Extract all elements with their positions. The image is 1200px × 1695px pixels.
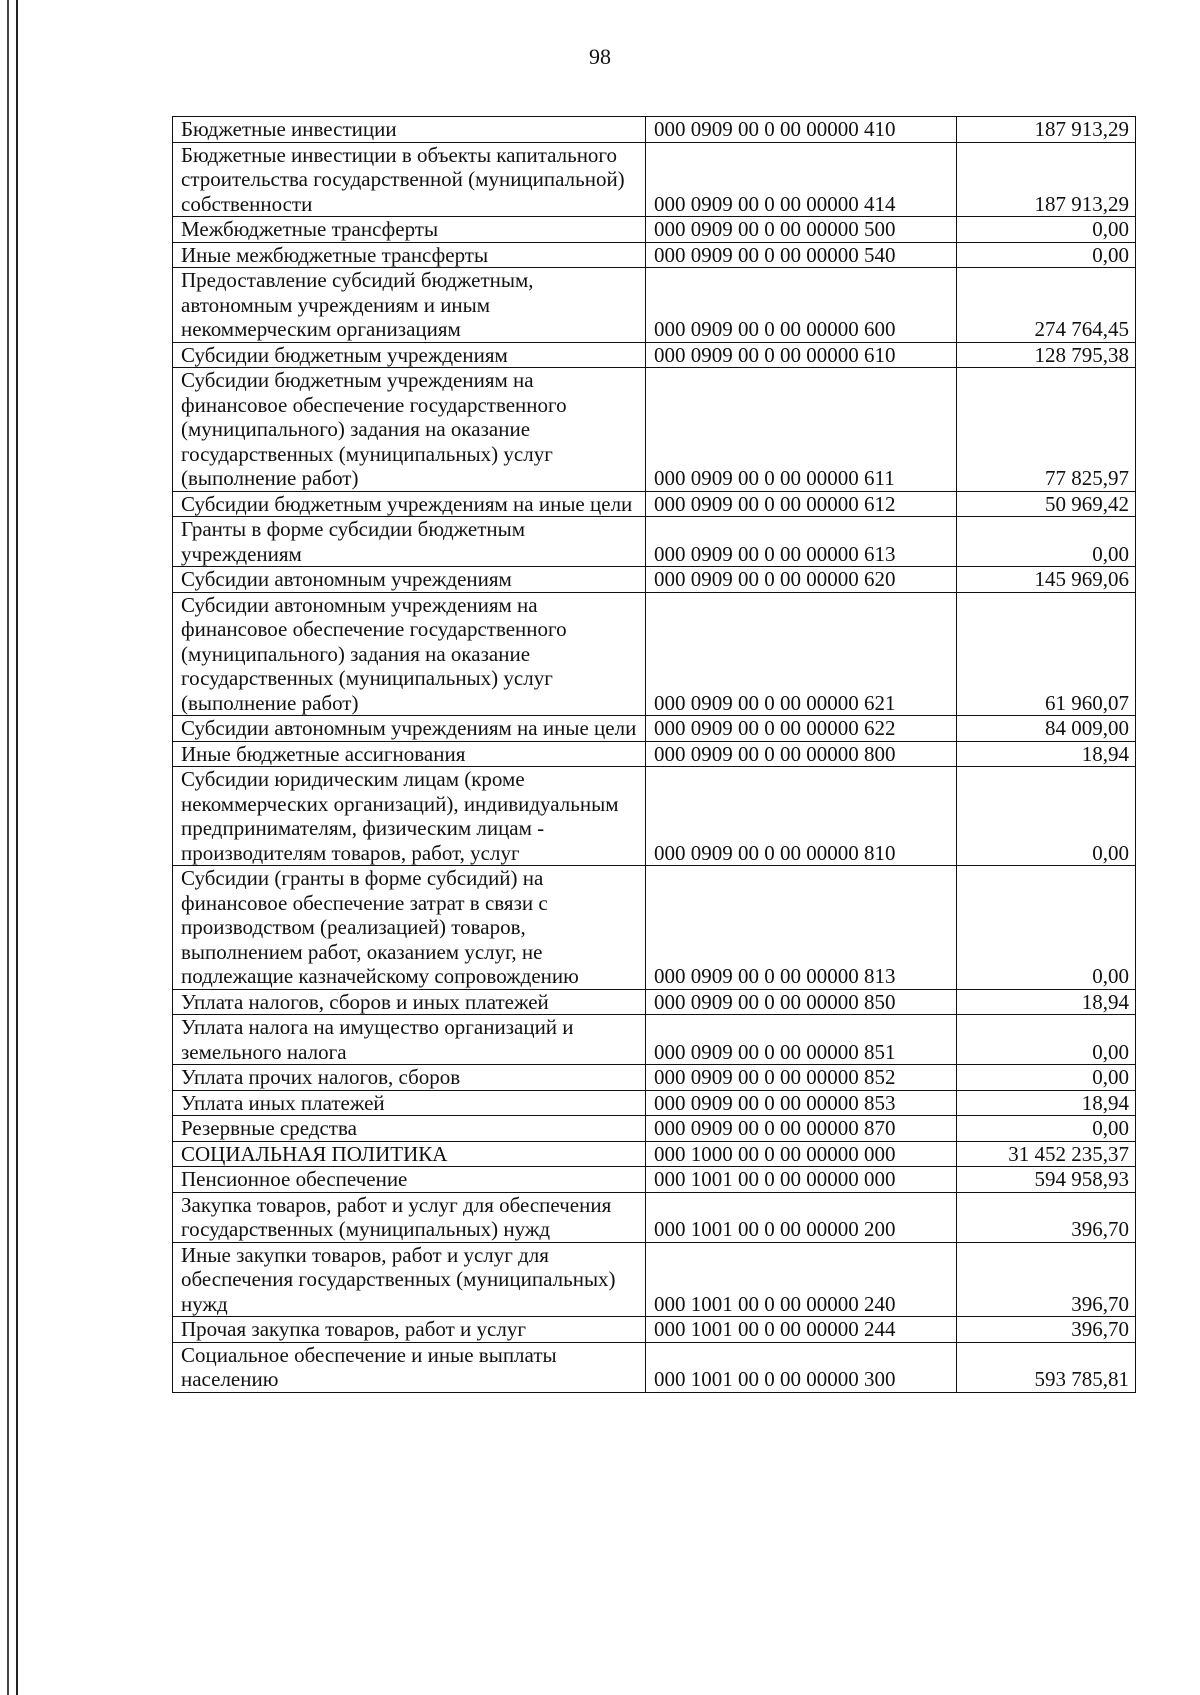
row-code: 000 0909 00 0 00 00000 853: [646, 1090, 957, 1116]
row-code: 000 0909 00 0 00 00000 800: [646, 741, 957, 767]
row-amount: 0,00: [957, 767, 1136, 866]
row-name: Уплата налогов, сборов и иных платежей: [173, 989, 646, 1015]
row-name: Субсидии автономным учреждениям: [173, 567, 646, 593]
row-name: Уплата иных платежей: [173, 1090, 646, 1116]
table-row: [173, 1090, 1136, 1116]
budget-table: [172, 116, 1136, 1393]
row-code: 000 0909 00 0 00 00000 813: [646, 866, 957, 990]
table-row: [173, 1141, 1136, 1167]
row-amount: 128 795,38: [957, 342, 1136, 368]
row-name: Субсидии (гранты в форме субсидий) на финансовое обеспечение затрат в связи с производством (реализацией) товаров, выполнением работ, оказанием услуг, не подлежащие казначейскому сопровождению: [173, 866, 646, 990]
table-row: [173, 368, 1136, 492]
row-code: 000 0909 00 0 00 00000 850: [646, 989, 957, 1015]
table-row: [173, 1167, 1136, 1193]
row-name: Предоставление субсидий бюджетным, автономным учреждениям и иным некоммерческим организациям: [173, 268, 646, 343]
row-amount: 0,00: [957, 242, 1136, 268]
table-row: [173, 767, 1136, 866]
row-name: Иные бюджетные ассигнования: [173, 741, 646, 767]
row-amount: 0,00: [957, 866, 1136, 990]
binding-edge-line: [7, 0, 9, 1695]
table-row: [173, 1242, 1136, 1317]
row-name: Иные межбюджетные трансферты: [173, 242, 646, 268]
row-amount: 0,00: [957, 517, 1136, 567]
table-row: [173, 1317, 1136, 1343]
row-name: Пенсионное обеспечение: [173, 1167, 646, 1193]
table-row: [173, 592, 1136, 716]
row-code: 000 0909 00 0 00 00000 851: [646, 1015, 957, 1065]
row-name: СОЦИАЛЬНАЯ ПОЛИТИКА: [173, 1141, 646, 1167]
row-code: 000 1001 00 0 00 00000 300: [646, 1342, 957, 1392]
row-name: Субсидии бюджетным учреждениям: [173, 342, 646, 368]
row-amount: 594 958,93: [957, 1167, 1136, 1193]
row-name: Уплата прочих налогов, сборов: [173, 1065, 646, 1091]
table-row: [173, 491, 1136, 517]
table-row: [173, 741, 1136, 767]
row-amount: 61 960,07: [957, 592, 1136, 716]
row-name: Прочая закупка товаров, работ и услуг: [173, 1317, 646, 1343]
row-amount: 396,70: [957, 1317, 1136, 1343]
row-amount: 31 452 235,37: [957, 1141, 1136, 1167]
row-code: 000 0909 00 0 00 00000 613: [646, 517, 957, 567]
row-name: Субсидии автономным учреждениям на иные цели: [173, 716, 646, 742]
row-code: 000 0909 00 0 00 00000 611: [646, 368, 957, 492]
row-name: Бюджетные инвестиции: [173, 117, 646, 143]
row-amount: 50 969,42: [957, 491, 1136, 517]
table-row: [173, 1342, 1136, 1392]
table-row: [173, 242, 1136, 268]
row-code: 000 1001 00 0 00 00000 000: [646, 1167, 957, 1193]
row-name: Резервные средства: [173, 1116, 646, 1142]
row-code: 000 0909 00 0 00 00000 620: [646, 567, 957, 593]
row-amount: 18,94: [957, 741, 1136, 767]
row-name: Иные закупки товаров, работ и услуг для обеспечения государственных (муниципальных) нужд: [173, 1242, 646, 1317]
table-row: [173, 567, 1136, 593]
row-code: 000 0909 00 0 00 00000 852: [646, 1065, 957, 1091]
row-amount: 18,94: [957, 1090, 1136, 1116]
row-code: 000 0909 00 0 00 00000 610: [646, 342, 957, 368]
row-name: Гранты в форме субсидии бюджетным учреждениям: [173, 517, 646, 567]
row-name: Субсидии автономным учреждениям на финансовое обеспечение государственного (муниципального) задания на оказание государственных (муниципальных) услуг (выполнение работ): [173, 592, 646, 716]
row-amount: 0,00: [957, 217, 1136, 243]
row-amount: 84 009,00: [957, 716, 1136, 742]
binding-edge: [0, 0, 18, 1695]
row-name: Субсидии бюджетным учреждениям на иные цели: [173, 491, 646, 517]
page-number: 98: [589, 44, 611, 69]
table-row: [173, 1015, 1136, 1065]
row-amount: 274 764,45: [957, 268, 1136, 343]
row-code: 000 0909 00 0 00 00000 622: [646, 716, 957, 742]
row-amount: 0,00: [957, 1116, 1136, 1142]
row-name: Бюджетные инвестиции в объекты капитального строительства государственной (муниципальной) собственности: [173, 142, 646, 217]
row-name: Межбюджетные трансферты: [173, 217, 646, 243]
row-amount: 18,94: [957, 989, 1136, 1015]
table-row: [173, 989, 1136, 1015]
row-code: 000 0909 00 0 00 00000 621: [646, 592, 957, 716]
row-name: Субсидии юридическим лицам (кроме некоммерческих организаций), индивидуальным предпринимателям, физическим лицам - производителям товаров, работ, услуг: [173, 767, 646, 866]
row-amount: 0,00: [957, 1015, 1136, 1065]
table-row: [173, 217, 1136, 243]
row-code: 000 0909 00 0 00 00000 500: [646, 217, 957, 243]
table-row: [173, 117, 1136, 143]
row-code: 000 1001 00 0 00 00000 200: [646, 1192, 957, 1242]
row-code: 000 1001 00 0 00 00000 244: [646, 1317, 957, 1343]
table-row: [173, 342, 1136, 368]
row-code: 000 0909 00 0 00 00000 414: [646, 142, 957, 217]
table-row: [173, 1192, 1136, 1242]
row-amount: 0,00: [957, 1065, 1136, 1091]
row-code: 000 0909 00 0 00 00000 810: [646, 767, 957, 866]
row-amount: 593 785,81: [957, 1342, 1136, 1392]
row-name: Уплата налога на имущество организаций и земельного налога: [173, 1015, 646, 1065]
table-row: [173, 268, 1136, 343]
row-code: 000 0909 00 0 00 00000 540: [646, 242, 957, 268]
row-code: 000 0909 00 0 00 00000 612: [646, 491, 957, 517]
row-amount: 77 825,97: [957, 368, 1136, 492]
row-name: Социальное обеспечение и иные выплаты населению: [173, 1342, 646, 1392]
row-code: 000 0909 00 0 00 00000 870: [646, 1116, 957, 1142]
row-amount: 396,70: [957, 1192, 1136, 1242]
table-row: [173, 517, 1136, 567]
row-code: 000 1000 00 0 00 00000 000: [646, 1141, 957, 1167]
row-name: Субсидии бюджетным учреждениям на финансовое обеспечение государственного (муниципального) задания на оказание государственных (муниципальных) услуг (выполнение работ): [173, 368, 646, 492]
table-row: [173, 866, 1136, 990]
row-name: Закупка товаров, работ и услуг для обеспечения государственных (муниципальных) нужд: [173, 1192, 646, 1242]
table-row: [173, 716, 1136, 742]
table-row: [173, 1116, 1136, 1142]
row-code: 000 0909 00 0 00 00000 600: [646, 268, 957, 343]
row-code: 000 1001 00 0 00 00000 240: [646, 1242, 957, 1317]
row-amount: 145 969,06: [957, 567, 1136, 593]
table-row: [173, 1065, 1136, 1091]
table-row: [173, 142, 1136, 217]
row-amount: 187 913,29: [957, 142, 1136, 217]
row-amount: 396,70: [957, 1242, 1136, 1317]
row-code: 000 0909 00 0 00 00000 410: [646, 117, 957, 143]
row-amount: 187 913,29: [957, 117, 1136, 143]
